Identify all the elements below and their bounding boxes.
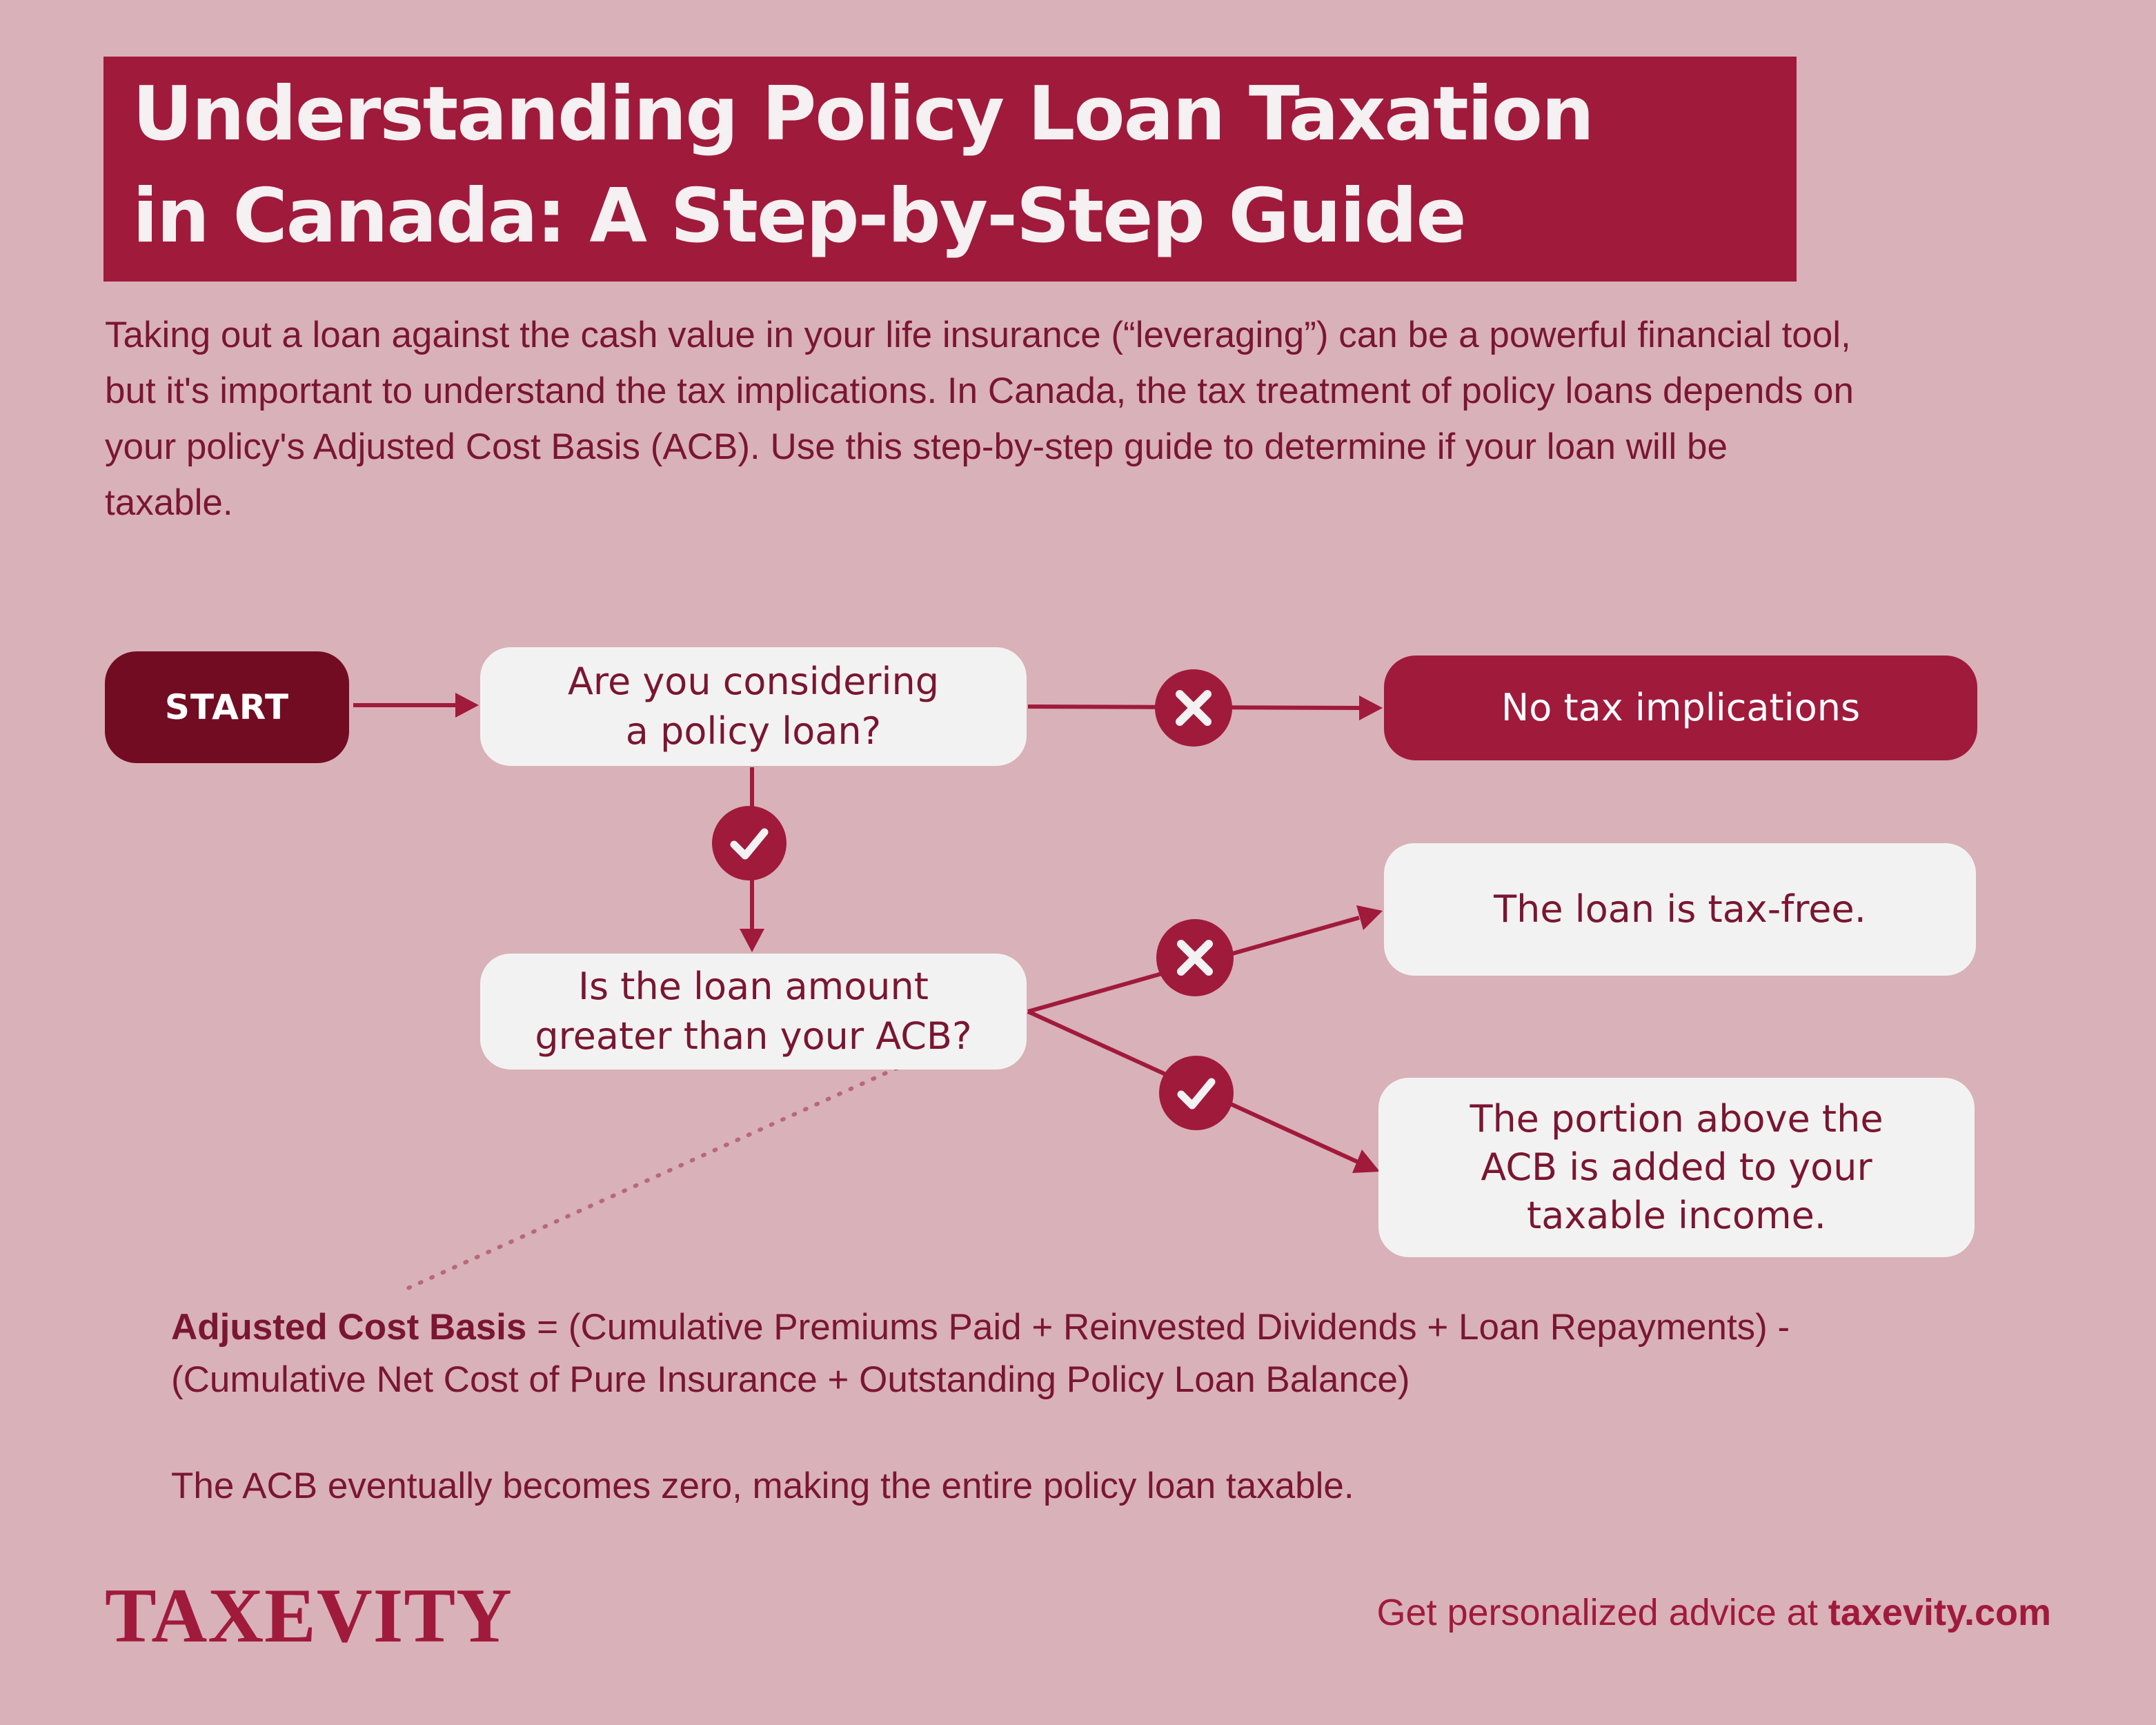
footer-cta (1376, 1594, 2051, 1631)
question-loan-vs-acb-label: Is the loan amount greater than your ACB? (535, 965, 972, 1058)
outcome-tax-free (1384, 843, 1976, 976)
footer-cta-text: Get personalized advice at (1376, 1592, 1828, 1633)
question-policy-loan-label: Are you considering a policy loan? (567, 660, 940, 753)
intro-paragraph: Taking out a loan against the cash value in your life insurance (“leveraging”) can be a powerful financial tool, but it's important to understand the tax implications. In Canada, the tax treatment of policy loans depends on your policy's Adjusted Cost Basis (ACB). Use this step-by-step guide to determine if your loan will be taxable. (105, 315, 1854, 523)
start-node (105, 651, 349, 763)
arrowhead-no-tax (1359, 696, 1383, 720)
acb-formula: = (Cumulative Premiums Paid + Reinvested Dividends + Loan Repayments) - (Cumulative Net Cost of Pure Insurance + Outstanding Policy Loan Balance) (171, 1307, 1790, 1400)
outcome-no-tax-label: No tax implications (1501, 686, 1861, 729)
acb-definition (171, 1301, 1965, 1406)
acb-dotted-leader (400, 1068, 897, 1292)
page-title-line-1: Understanding Policy Loan Taxation (132, 71, 1593, 157)
question-policy-loan (480, 647, 1027, 766)
arrowhead-q1 (455, 693, 479, 718)
outcome-taxable-portion (1378, 1078, 1975, 1257)
arrowhead-q2 (740, 929, 764, 952)
page-title-line-2: in Canada: A Step-by-Step Guide (132, 173, 1465, 259)
outcome-taxable-portion-label: The portion above the ACB is added to your taxable income. (1470, 1097, 1883, 1237)
brand-logo: TAXEVITY (105, 1573, 513, 1659)
check-circle-icon (1159, 1056, 1234, 1130)
outcome-no-tax (1384, 656, 1977, 760)
start-label: START (164, 687, 290, 727)
acb-note: The ACB eventually becomes zero, making the entire policy loan taxable. (171, 1466, 1354, 1506)
x-circle-icon (1156, 919, 1234, 996)
check-circle-icon (712, 806, 787, 880)
x-circle-icon (1155, 669, 1232, 747)
footer-site-link[interactable]: taxevity.com (1828, 1592, 2051, 1633)
arrowhead-tax-free (1356, 905, 1383, 930)
outcome-tax-free-label: The loan is tax-free. (1494, 887, 1866, 931)
acb-term: Adjusted Cost Basis (171, 1307, 527, 1348)
question-loan-vs-acb (480, 954, 1027, 1070)
